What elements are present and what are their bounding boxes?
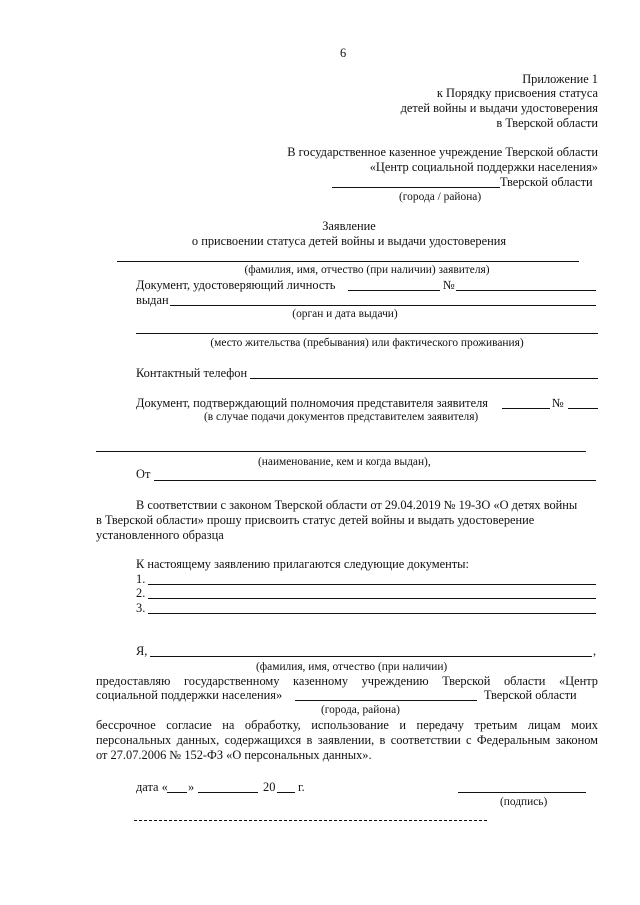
appendix-line-1: Приложение 1 [522, 72, 598, 86]
consent-name-hint: (фамилия, имя, отчество (при наличии) [256, 661, 448, 673]
addressee-line-2: «Центр социальной поддержки населения» [369, 160, 598, 174]
addressee-region-hint: (города / района) [399, 191, 482, 203]
date-year-prefix: 20 [263, 780, 276, 794]
id-document-number-line [456, 290, 596, 291]
from-line [154, 480, 596, 481]
consent-line-2-start: социальной поддержки населения» [96, 688, 283, 702]
phone-label: Контактный телефон [136, 366, 248, 380]
issued-line [170, 305, 596, 306]
consent-line-1: предоставляю государственному казенному учреждению Тверской области «Центр [96, 674, 598, 688]
addressee-region-suffix: Тверской области [500, 175, 593, 189]
title-line-1: Заявление [322, 219, 376, 233]
issued-hint: (орган и дата выдачи) [292, 308, 398, 320]
id-document-series-line [348, 290, 440, 291]
attachments-heading: К настоящему заявлению прилагаются следующие документы: [136, 557, 469, 571]
representative-doc-series-line [502, 408, 550, 409]
residence-line [136, 333, 598, 334]
signature-line [458, 792, 586, 793]
consent-line-3: бессрочное согласие на обработку, использование и передачу третьим лицам моих [96, 718, 598, 732]
date-day-line [167, 792, 187, 793]
representative-issued-hint: (наименование, кем и когда выдан), [258, 456, 431, 468]
request-line-1: В соответствии с законом Тверской области от 29.04.2019 № 19-ЗО «О детях войны [136, 498, 578, 512]
consent-name-line [150, 656, 592, 657]
attachment-item-3: 3. [136, 601, 146, 615]
bottom-divider [134, 820, 487, 821]
title-line-2: о присвоении статуса детей войны и выдачи удостоверения [191, 234, 507, 248]
appendix-line-4: в Тверской области [496, 116, 598, 130]
date-month-line [198, 792, 258, 793]
attachment-item-2-line [148, 598, 596, 599]
consent-line-5: от 27.07.2006 № 152-ФЗ «О персональных данных». [96, 748, 372, 762]
attachment-item-3-line [148, 613, 596, 614]
date-close-quote: » [188, 780, 195, 794]
representative-doc-number-line [568, 408, 598, 409]
representative-issued-line [96, 451, 586, 452]
applicant-name-line [117, 261, 579, 262]
date-label: дата « [136, 780, 168, 794]
date-year-line [277, 792, 295, 793]
attachment-item-1: 1. [136, 572, 146, 586]
request-line-2: в Тверской области» прошу присвоить статус детей войны и выдать удостоверение [96, 513, 535, 527]
representative-doc-hint: (в случае подачи документов представителем заявителя) [204, 411, 479, 423]
consent-region-line [295, 700, 477, 701]
applicant-name-hint: (фамилия, имя, отчество (при наличии) заявителя) [244, 264, 490, 276]
consent-comma: , [593, 644, 597, 658]
residence-hint: (место жительства (пребывания) или фактического проживания) [210, 337, 524, 349]
appendix-line-2: к Порядку присвоения статуса [436, 86, 598, 100]
representative-doc-label: Документ, подтверждающий полномочия представителя заявителя [136, 396, 488, 410]
consent-line-4: персональных данных, содержащихся в заявлении, в соответствии с Федеральным законом [96, 733, 598, 747]
date-year-suffix: г. [298, 780, 305, 794]
from-label: От [136, 467, 151, 481]
page-number: 6 [340, 46, 347, 60]
addressee-line-1: В государственное казенное учреждение Тверской области [287, 145, 598, 159]
phone-line [250, 378, 598, 379]
issued-label: выдан [136, 293, 169, 307]
request-line-3: установленного образца [96, 528, 224, 542]
representative-doc-number-sign: № [552, 396, 564, 410]
addressee-region-line [332, 187, 500, 188]
id-document-number-sign: № [443, 278, 455, 292]
attachment-item-2: 2. [136, 586, 146, 600]
consent-region-hint: (города, района) [321, 704, 400, 716]
signature-hint: (подпись) [500, 796, 548, 808]
id-document-label: Документ, удостоверяющий личность [136, 278, 336, 292]
consent-line-2-end: Тверской области [484, 688, 577, 702]
attachment-item-1-line [148, 584, 596, 585]
appendix-line-3: детей войны и выдачи удостоверения [400, 101, 598, 115]
consent-i-label: Я, [136, 644, 148, 658]
